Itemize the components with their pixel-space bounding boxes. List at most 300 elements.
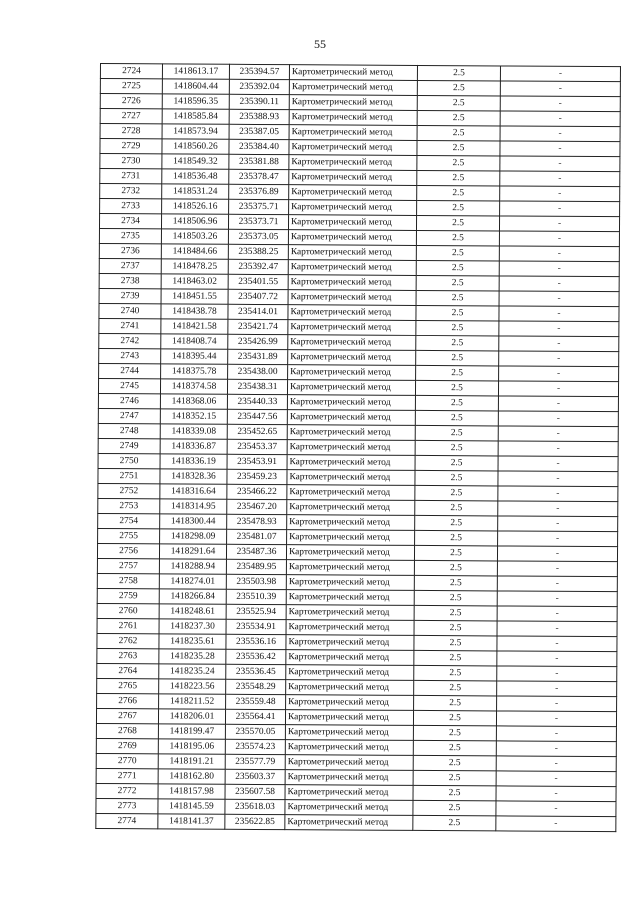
accuracy-cell: 2.5: [415, 395, 498, 411]
accuracy-cell: 2.5: [415, 470, 498, 486]
x-coordinate-cell: 1418395.44: [161, 349, 228, 364]
y-coordinate-cell: 235489.95: [226, 559, 286, 574]
accuracy-cell: 2.5: [417, 185, 500, 201]
x-coordinate-cell: 1418573.94: [162, 124, 229, 139]
note-cell: -: [499, 246, 619, 262]
point-number-cell: 2751: [98, 468, 160, 483]
note-cell: -: [498, 381, 618, 397]
point-number-cell: 2770: [96, 753, 158, 768]
x-coordinate-cell: 1418526.16: [162, 199, 229, 214]
x-coordinate-cell: 1418328.36: [160, 469, 227, 484]
y-coordinate-cell: 235384.40: [229, 139, 289, 154]
accuracy-cell: 2.5: [417, 155, 500, 171]
point-number-cell: 2745: [98, 378, 160, 393]
coordinates-table: [95, 63, 621, 832]
note-cell: -: [497, 561, 617, 577]
point-number-cell: 2774: [96, 813, 158, 828]
accuracy-cell: 2.5: [415, 380, 498, 396]
accuracy-cell: 2.5: [417, 110, 500, 126]
x-coordinate-cell: 1418531.24: [162, 184, 229, 199]
y-coordinate-cell: 235378.47: [229, 169, 289, 184]
y-coordinate-cell: 235401.55: [228, 274, 288, 289]
point-number-cell: 2763: [97, 648, 159, 663]
note-cell: -: [497, 696, 617, 712]
y-coordinate-cell: 235381.88: [229, 154, 289, 169]
method-cell: Картометрический метод: [287, 410, 415, 426]
accuracy-cell: 2.5: [417, 80, 500, 96]
y-coordinate-cell: 235376.89: [229, 184, 289, 199]
x-coordinate-cell: 1418248.61: [159, 604, 226, 619]
accuracy-cell: 2.5: [413, 740, 496, 756]
note-cell: -: [498, 411, 618, 427]
y-coordinate-cell: 235414.01: [228, 304, 288, 319]
method-cell: Картометрический метод: [285, 815, 413, 831]
accuracy-cell: 2.5: [413, 815, 496, 831]
x-coordinate-cell: 1418288.94: [159, 559, 226, 574]
point-number-cell: 2724: [100, 64, 162, 79]
method-cell: Картометрический метод: [289, 95, 417, 111]
point-number-cell: 2747: [98, 408, 160, 423]
point-number-cell: 2730: [100, 154, 162, 169]
y-coordinate-cell: 235467.20: [227, 499, 287, 514]
point-number-cell: 2734: [99, 214, 161, 229]
x-coordinate-cell: 1418223.56: [159, 679, 226, 694]
method-cell: Картометрический метод: [285, 710, 413, 726]
note-cell: -: [497, 651, 617, 667]
point-number-cell: 2738: [99, 273, 161, 288]
method-cell: Картометрический метод: [286, 695, 414, 711]
point-number-cell: 2761: [97, 618, 159, 633]
y-coordinate-cell: 235503.98: [226, 574, 286, 589]
note-cell: -: [499, 216, 619, 232]
x-coordinate-cell: 1418451.55: [161, 289, 228, 304]
accuracy-cell: 2.5: [413, 770, 496, 786]
y-coordinate-cell: 235481.07: [227, 529, 287, 544]
y-coordinate-cell: 235548.29: [226, 679, 286, 694]
accuracy-cell: 2.5: [417, 170, 500, 186]
y-coordinate-cell: 235607.58: [225, 784, 285, 799]
note-cell: -: [497, 666, 617, 682]
note-cell: -: [498, 441, 618, 457]
method-cell: Картометрический метод: [286, 575, 414, 591]
x-coordinate-cell: 1418145.59: [158, 799, 225, 814]
method-cell: Картометрический метод: [288, 320, 416, 336]
accuracy-cell: 2.5: [417, 65, 500, 81]
method-cell: Картометрический метод: [289, 155, 417, 171]
note-cell: -: [500, 186, 620, 202]
note-cell: -: [499, 291, 619, 307]
x-coordinate-cell: 1418162.80: [158, 769, 225, 784]
accuracy-cell: 2.5: [414, 560, 497, 576]
y-coordinate-cell: 235534.91: [226, 619, 286, 634]
method-cell: Картометрический метод: [289, 140, 417, 156]
note-cell: -: [498, 396, 618, 412]
point-number-cell: 2731: [100, 169, 162, 184]
method-cell: Картометрический метод: [287, 530, 415, 546]
point-number-cell: 2725: [100, 79, 162, 94]
x-coordinate-cell: 1418352.15: [160, 409, 227, 424]
y-coordinate-cell: 235603.37: [225, 769, 285, 784]
point-number-cell: 2771: [96, 768, 158, 783]
point-number-cell: 2759: [97, 588, 159, 603]
x-coordinate-cell: 1418235.28: [159, 649, 226, 664]
accuracy-cell: 2.5: [413, 710, 496, 726]
accuracy-cell: 2.5: [415, 455, 498, 471]
note-cell: -: [500, 96, 620, 112]
accuracy-cell: 2.5: [415, 425, 498, 441]
method-cell: Картометрический метод: [289, 185, 417, 201]
accuracy-cell: 2.5: [416, 275, 499, 291]
note-cell: -: [500, 156, 620, 172]
accuracy-cell: 2.5: [416, 290, 499, 306]
note-cell: -: [500, 81, 620, 97]
accuracy-cell: 2.5: [416, 215, 499, 231]
accuracy-cell: 2.5: [415, 410, 498, 426]
method-cell: Картометрический метод: [285, 800, 413, 816]
accuracy-cell: 2.5: [416, 305, 499, 321]
accuracy-cell: 2.5: [414, 665, 497, 681]
accuracy-cell: 2.5: [414, 635, 497, 651]
y-coordinate-cell: 235387.05: [229, 124, 289, 139]
accuracy-cell: 2.5: [415, 500, 498, 516]
x-coordinate-cell: 1418298.09: [160, 529, 227, 544]
y-coordinate-cell: 235564.41: [225, 709, 285, 724]
method-cell: Картометрический метод: [286, 560, 414, 576]
method-cell: Картометрический метод: [289, 80, 417, 96]
x-coordinate-cell: 1418235.61: [159, 634, 226, 649]
method-cell: Картометрический метод: [289, 65, 417, 81]
x-coordinate-cell: 1418503.26: [161, 229, 228, 244]
accuracy-cell: 2.5: [413, 725, 496, 741]
point-number-cell: 2742: [99, 333, 161, 348]
accuracy-cell: 2.5: [414, 695, 497, 711]
note-cell: -: [496, 771, 616, 787]
x-coordinate-cell: 1418408.74: [161, 334, 228, 349]
note-cell: -: [497, 606, 617, 622]
y-coordinate-cell: 235388.93: [229, 109, 289, 124]
x-coordinate-cell: 1418300.44: [160, 514, 227, 529]
x-coordinate-cell: 1418604.44: [162, 79, 229, 94]
x-coordinate-cell: 1418484.66: [161, 244, 228, 259]
point-number-cell: 2752: [98, 483, 160, 498]
note-cell: -: [498, 426, 618, 442]
x-coordinate-cell: 1418211.52: [159, 694, 226, 709]
note-cell: -: [497, 681, 617, 697]
point-number-cell: 2740: [99, 303, 161, 318]
y-coordinate-cell: 235426.99: [228, 334, 288, 349]
accuracy-cell: 2.5: [414, 590, 497, 606]
y-coordinate-cell: 235390.11: [229, 94, 289, 109]
point-number-cell: 2766: [97, 693, 159, 708]
point-number-cell: 2729: [100, 139, 162, 154]
note-cell: -: [499, 321, 619, 337]
note-cell: -: [497, 546, 617, 562]
x-coordinate-cell: 1418339.08: [160, 424, 227, 439]
point-number-cell: 2744: [99, 363, 161, 378]
point-number-cell: 2773: [96, 798, 158, 813]
accuracy-cell: 2.5: [415, 515, 498, 531]
point-number-cell: 2739: [99, 288, 161, 303]
point-number-cell: 2741: [99, 318, 161, 333]
point-number-cell: 2772: [96, 783, 158, 798]
note-cell: -: [499, 351, 619, 367]
method-cell: Картометрический метод: [287, 485, 415, 501]
note-cell: -: [498, 516, 618, 532]
y-coordinate-cell: 235577.79: [225, 754, 285, 769]
note-cell: -: [496, 756, 616, 772]
y-coordinate-cell: 235570.05: [225, 724, 285, 739]
method-cell: Картометрический метод: [286, 635, 414, 651]
point-number-cell: 2735: [99, 228, 161, 243]
accuracy-cell: 2.5: [416, 320, 499, 336]
y-coordinate-cell: 235459.23: [227, 469, 287, 484]
method-cell: Картометрический метод: [285, 740, 413, 756]
method-cell: Картометрический метод: [289, 200, 417, 216]
page-number: 55: [314, 37, 326, 51]
y-coordinate-cell: 235394.57: [229, 64, 289, 79]
y-coordinate-cell: 235574.23: [225, 739, 285, 754]
y-coordinate-cell: 235388.25: [228, 244, 288, 259]
note-cell: -: [498, 531, 618, 547]
point-number-cell: 2756: [97, 543, 159, 558]
x-coordinate-cell: 1418438.78: [161, 304, 228, 319]
method-cell: Картометрический метод: [286, 545, 414, 561]
point-number-cell: 2753: [98, 498, 160, 513]
method-cell: Картометрический метод: [288, 230, 416, 246]
point-number-cell: 2736: [99, 243, 161, 258]
y-coordinate-cell: 235487.36: [226, 544, 286, 559]
y-coordinate-cell: 235478.93: [227, 514, 287, 529]
point-number-cell: 2755: [98, 528, 160, 543]
method-cell: Картометрический метод: [289, 110, 417, 126]
method-cell: Картометрический метод: [286, 605, 414, 621]
x-coordinate-cell: 1418206.01: [158, 709, 225, 724]
x-coordinate-cell: 1418314.95: [160, 499, 227, 514]
point-number-cell: 2748: [98, 423, 160, 438]
note-cell: -: [496, 816, 616, 832]
note-cell: -: [498, 456, 618, 472]
accuracy-cell: 2.5: [416, 350, 499, 366]
method-cell: Картометрический метод: [287, 440, 415, 456]
point-number-cell: 2732: [100, 184, 162, 199]
note-cell: -: [496, 741, 616, 757]
note-cell: -: [500, 171, 620, 187]
accuracy-cell: 2.5: [416, 365, 499, 381]
y-coordinate-cell: 235375.71: [229, 199, 289, 214]
accuracy-cell: 2.5: [414, 605, 497, 621]
point-number-cell: 2764: [97, 663, 159, 678]
method-cell: Картометрический метод: [288, 260, 416, 276]
note-cell: -: [500, 66, 620, 82]
note-cell: -: [500, 111, 620, 127]
point-number-cell: 2737: [99, 258, 161, 273]
x-coordinate-cell: 1418585.84: [162, 109, 229, 124]
x-coordinate-cell: 1418478.25: [161, 259, 228, 274]
y-coordinate-cell: 235373.05: [228, 229, 288, 244]
accuracy-cell: 2.5: [413, 755, 496, 771]
method-cell: Картометрический метод: [288, 275, 416, 291]
method-cell: Картометрический метод: [287, 515, 415, 531]
point-number-cell: 2743: [99, 348, 161, 363]
note-cell: -: [500, 141, 620, 157]
x-coordinate-cell: 1418195.06: [158, 739, 225, 754]
x-coordinate-cell: 1418375.78: [161, 364, 228, 379]
method-cell: Картометрический метод: [286, 620, 414, 636]
y-coordinate-cell: 235536.16: [226, 634, 286, 649]
y-coordinate-cell: 235392.47: [228, 259, 288, 274]
x-coordinate-cell: 1418316.64: [160, 484, 227, 499]
y-coordinate-cell: 235447.56: [227, 409, 287, 424]
accuracy-cell: 2.5: [417, 140, 500, 156]
y-coordinate-cell: 235453.91: [227, 454, 287, 469]
method-cell: Картометрический метод: [286, 590, 414, 606]
accuracy-cell: 2.5: [416, 245, 499, 261]
method-cell: Картометрический метод: [286, 665, 414, 681]
x-coordinate-cell: 1418374.58: [160, 379, 227, 394]
note-cell: -: [497, 636, 617, 652]
point-number-cell: 2765: [97, 678, 159, 693]
point-number-cell: 2758: [97, 573, 159, 588]
note-cell: -: [496, 786, 616, 802]
method-cell: Картометрический метод: [287, 380, 415, 396]
x-coordinate-cell: 1418191.21: [158, 754, 225, 769]
accuracy-cell: 2.5: [414, 575, 497, 591]
method-cell: Картометрический метод: [289, 125, 417, 141]
note-cell: -: [499, 276, 619, 292]
method-cell: Картометрический метод: [288, 290, 416, 306]
method-cell: Картометрический метод: [287, 425, 415, 441]
accuracy-cell: 2.5: [416, 335, 499, 351]
x-coordinate-cell: 1418235.24: [159, 664, 226, 679]
accuracy-cell: 2.5: [415, 530, 498, 546]
accuracy-cell: 2.5: [417, 200, 500, 216]
x-coordinate-cell: 1418596.35: [162, 94, 229, 109]
note-cell: -: [496, 711, 616, 727]
note-cell: -: [496, 726, 616, 742]
x-coordinate-cell: 1418199.47: [158, 724, 225, 739]
note-cell: -: [497, 576, 617, 592]
accuracy-cell: 2.5: [414, 650, 497, 666]
x-coordinate-cell: 1418266.84: [159, 589, 226, 604]
x-coordinate-cell: 1418536.48: [162, 169, 229, 184]
method-cell: Картометрический метод: [289, 170, 417, 186]
x-coordinate-cell: 1418613.17: [162, 64, 229, 79]
method-cell: Картометрический метод: [285, 755, 413, 771]
y-coordinate-cell: 235453.37: [227, 439, 287, 454]
method-cell: Картометрический метод: [285, 725, 413, 741]
point-number-cell: 2728: [100, 124, 162, 139]
note-cell: -: [498, 501, 618, 517]
accuracy-cell: 2.5: [417, 125, 500, 141]
coordinates-table-body: [96, 64, 621, 832]
y-coordinate-cell: 235525.94: [226, 604, 286, 619]
accuracy-cell: 2.5: [416, 230, 499, 246]
y-coordinate-cell: 235421.74: [228, 319, 288, 334]
method-cell: Картометрический метод: [288, 365, 416, 381]
note-cell: -: [499, 231, 619, 247]
x-coordinate-cell: 1418141.37: [158, 814, 225, 829]
y-coordinate-cell: 235622.85: [225, 814, 285, 829]
method-cell: Картометрический метод: [285, 770, 413, 786]
x-coordinate-cell: 1418421.58: [161, 319, 228, 334]
point-number-cell: 2769: [96, 738, 158, 753]
accuracy-cell: 2.5: [416, 260, 499, 276]
x-coordinate-cell: 1418274.01: [159, 574, 226, 589]
accuracy-cell: 2.5: [414, 680, 497, 696]
note-cell: -: [500, 126, 620, 142]
accuracy-cell: 2.5: [413, 800, 496, 816]
accuracy-cell: 2.5: [417, 95, 500, 111]
note-cell: -: [497, 621, 617, 637]
method-cell: Картометрический метод: [287, 500, 415, 516]
y-coordinate-cell: 235452.65: [227, 424, 287, 439]
x-coordinate-cell: 1418336.19: [160, 454, 227, 469]
y-coordinate-cell: 235431.89: [228, 349, 288, 364]
y-coordinate-cell: 235373.71: [228, 214, 288, 229]
y-coordinate-cell: 235536.42: [226, 649, 286, 664]
y-coordinate-cell: 235618.03: [225, 799, 285, 814]
point-number-cell: 2746: [98, 393, 160, 408]
y-coordinate-cell: 235438.00: [228, 364, 288, 379]
x-coordinate-cell: 1418237.30: [159, 619, 226, 634]
method-cell: Картометрический метод: [287, 455, 415, 471]
point-number-cell: 2726: [100, 94, 162, 109]
point-number-cell: 2762: [97, 633, 159, 648]
note-cell: -: [496, 801, 616, 817]
x-coordinate-cell: 1418336.87: [160, 439, 227, 454]
note-cell: -: [499, 366, 619, 382]
method-cell: Картометрический метод: [288, 245, 416, 261]
note-cell: -: [498, 486, 618, 502]
y-coordinate-cell: 235466.22: [227, 484, 287, 499]
accuracy-cell: 2.5: [415, 440, 498, 456]
method-cell: Картометрический метод: [286, 680, 414, 696]
method-cell: Картометрический метод: [287, 470, 415, 486]
method-cell: Картометрический метод: [288, 215, 416, 231]
point-number-cell: 2757: [97, 558, 159, 573]
y-coordinate-cell: 235440.33: [227, 394, 287, 409]
table-row: [96, 813, 616, 831]
x-coordinate-cell: 1418157.98: [158, 784, 225, 799]
note-cell: -: [499, 306, 619, 322]
x-coordinate-cell: 1418549.32: [162, 154, 229, 169]
x-coordinate-cell: 1418291.64: [159, 544, 226, 559]
method-cell: Картометрический метод: [286, 650, 414, 666]
y-coordinate-cell: 235536.45: [226, 664, 286, 679]
method-cell: Картометрический метод: [288, 350, 416, 366]
point-number-cell: 2754: [98, 513, 160, 528]
method-cell: Картометрический метод: [288, 335, 416, 351]
y-coordinate-cell: 235392.04: [229, 79, 289, 94]
method-cell: Картометрический метод: [285, 785, 413, 801]
y-coordinate-cell: 235438.31: [227, 379, 287, 394]
note-cell: -: [498, 471, 618, 487]
y-coordinate-cell: 235407.72: [228, 289, 288, 304]
point-number-cell: 2727: [100, 109, 162, 124]
accuracy-cell: 2.5: [414, 620, 497, 636]
x-coordinate-cell: 1418506.96: [161, 214, 228, 229]
x-coordinate-cell: 1418368.06: [160, 394, 227, 409]
accuracy-cell: 2.5: [413, 785, 496, 801]
accuracy-cell: 2.5: [415, 485, 498, 501]
method-cell: Картометрический метод: [287, 395, 415, 411]
point-number-cell: 2750: [98, 453, 160, 468]
x-coordinate-cell: 1418463.02: [161, 274, 228, 289]
x-coordinate-cell: 1418560.26: [162, 139, 229, 154]
y-coordinate-cell: 235559.48: [226, 694, 286, 709]
accuracy-cell: 2.5: [414, 545, 497, 561]
note-cell: -: [500, 201, 620, 217]
